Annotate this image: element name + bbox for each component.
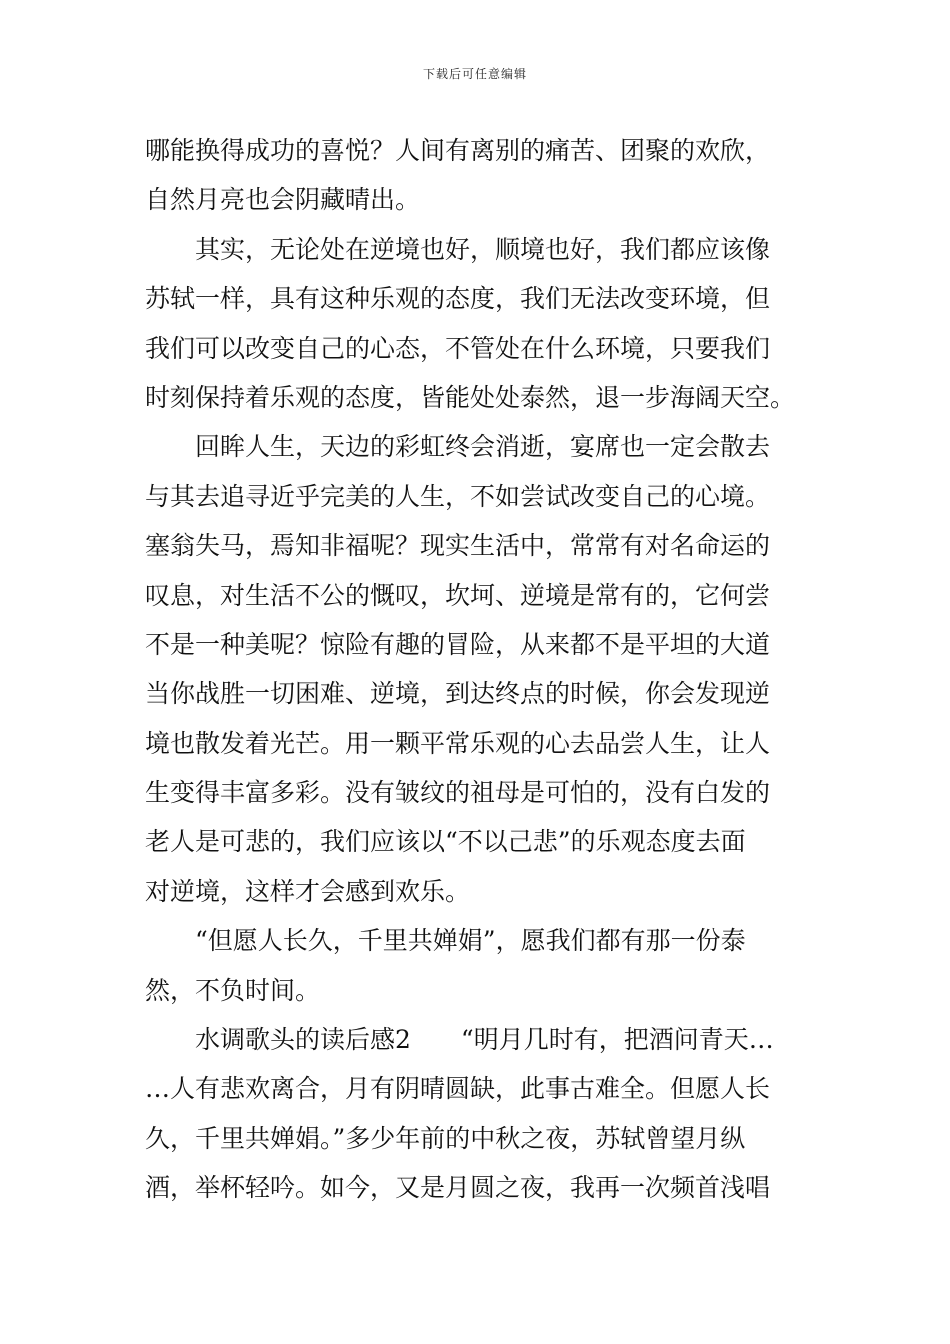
text-line: 自然月亮也会阴藏晴出。 [145, 185, 421, 215]
text-line: 老人是可悲的，我们应该以“不以己悲”的乐观态度去面 [145, 827, 746, 857]
text-line: 苏轼一样，具有这种乐观的态度，我们无法改变环境，但 [145, 284, 771, 314]
text-line: 时刻保持着乐观的态度，皆能处处泰然，退一步海阔天空。 [145, 382, 796, 412]
text-line: 生变得丰富多彩。没有皱纹的祖母是可怕的，没有白发的 [145, 778, 771, 808]
text-line: 塞翁失马，焉知非福呢？现实生活中，常常有对名命运的 [145, 531, 771, 561]
text-line: 我们可以改变自己的心态，不管处在什么环境，只要我们 [145, 333, 771, 363]
text-line: 然，不负时间。 [145, 975, 321, 1005]
text-line: “但愿人长久，千里共婵娟”，愿我们都有那一份泰 [145, 926, 746, 956]
text-line: 哪能换得成功的喜悦？人间有离别的痛苦、团聚的欢欣， [145, 136, 771, 165]
text-line: …人有悲欢离合，月有阴晴圆缺，此事古难全。但愿人长 [145, 1074, 771, 1104]
text-line: 水调歌头的读后感2 “明月几时有，把酒问青天… [145, 1025, 774, 1055]
text-line: 当你战胜一切困难、逆境，到达终点的时候，你会发现逆 [145, 679, 771, 709]
text-line: 不是一种美呢？惊险有趣的冒险，从来都不是平坦的大道 [145, 629, 771, 659]
text-line: 叹息，对生活不公的慨叹，坎坷、逆境是常有的，它何尝 [145, 580, 771, 610]
text-line: 与其去追寻近乎完美的人生，不如尝试改变自己的心境。 [145, 481, 771, 511]
text-line: 回眸人生，天边的彩虹终会消逝，宴席也一定会散去 [145, 432, 771, 462]
text-line: 境也散发着光芒。用一颗平常乐观的心去品尝人生，让人 [145, 728, 771, 758]
text-line: 久，千里共婵娟。”多少年前的中秋之夜，苏轼曾望月纵 [145, 1123, 746, 1153]
page-header: 下载后可任意编辑 [422, 67, 527, 81]
text-line: 对逆境，这样才会感到欢乐。 [145, 876, 471, 906]
text-line: 其实，无论处在逆境也好，顺境也好，我们都应该像 [145, 234, 771, 264]
text-line: 酒，举杯轻吟。如今，又是月圆之夜，我再一次频首浅唱 [145, 1173, 771, 1203]
body-text [145, 126, 810, 1213]
